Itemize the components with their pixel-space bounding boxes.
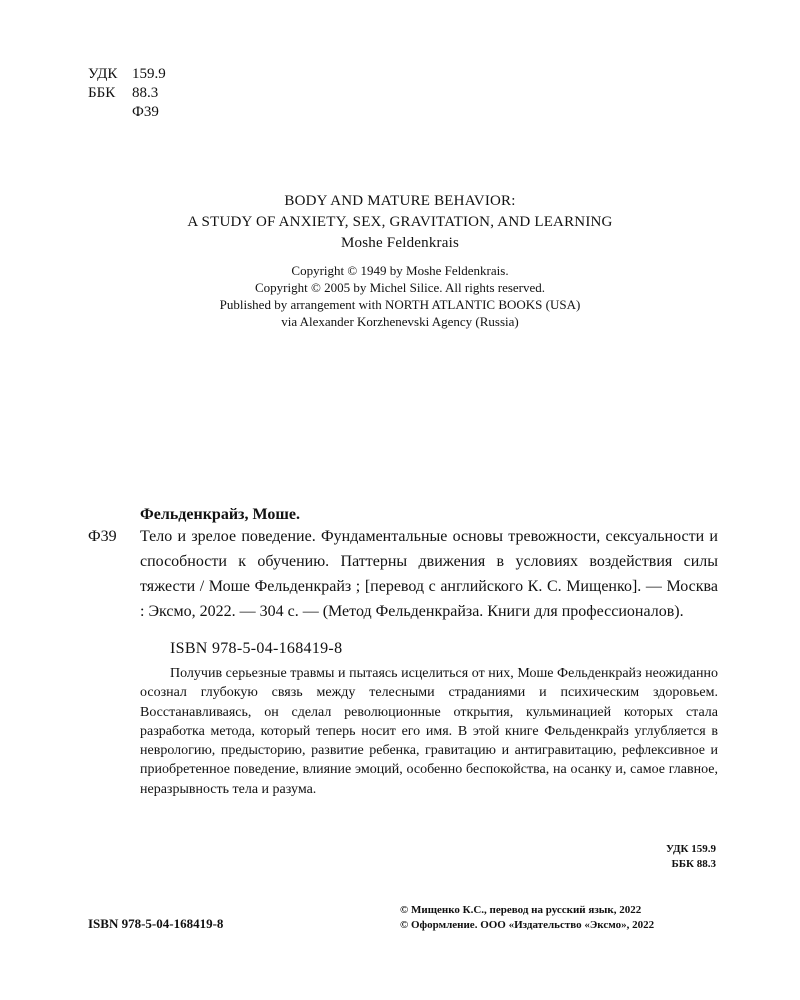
footer-codes	[666, 842, 716, 872]
annotation-text: Получив серьезные травмы и пытаясь исцелиться от них, Моше Фельденкрайз неожиданно осознал глубокую связь между телесными страданиями и психическим здоровьем. Восстанавливаясь, он сделал революционные открытия, кульминацией которых стала разработка метода, который теперь носит его имя. В этой книге Фельденкрайз углубляется в неврологию, предысторию, развитие ребенка, гравитацию и антигравитацию, рефлексивное и приобретенное поведение, влияние эмоций, особенно беспокойства, на осанку и, самое главное, неразрывность тела и разума.	[140, 666, 718, 797]
catalog-author-heading: Фельденкрайз, Моше.	[140, 506, 300, 523]
footer-bbk: ББК 88.3	[671, 858, 716, 870]
original-title-line-1: BODY AND MATURE BEHAVIOR:	[284, 193, 516, 209]
bbk-label: ББК	[88, 85, 116, 101]
original-author: Moshe Feldenkrais	[341, 235, 459, 251]
copyright-block	[0, 262, 800, 330]
udk-row	[88, 65, 166, 84]
author-code-top: Ф39	[132, 104, 159, 120]
footer-copy-design: © Оформление. ООО «Издательство «Эксмо», 2022	[400, 919, 655, 931]
catalog-author-code: Ф39	[88, 528, 117, 545]
bbk-row	[88, 84, 158, 103]
copyright-line-1: Copyright © 1949 by Moshe Feldenkrais.	[291, 263, 509, 278]
annotation-block	[140, 664, 718, 799]
bbk-value: 88.3	[132, 85, 159, 101]
original-title-line-2: A STUDY OF ANXIETY, SEX, GRAVITATION, AND LEARNING	[187, 214, 613, 230]
copyright-line-2: Copyright © 2005 by Michel Silice. All rights reserved.	[254, 280, 546, 295]
udk-label: УДК	[88, 66, 118, 82]
catalog-description-text: Тело и зрелое поведение. Фундаментальные основы тревожности, сексуальности и способности к обучению. Паттерны движения в условиях воздействия силы тяжести / Моше Фельденкрайз ; [перевод с английского К. С. Мищенко]. — Москва : Эксмо, 2022. — 304 с. — (Метод Фельденкрайза. Книги для профессионалов).	[140, 528, 718, 620]
footer-udk: УДК 159.9	[665, 843, 716, 855]
footer-copyrights	[400, 903, 654, 933]
footer-isbn: ISBN 978-5-04-168419-8	[88, 916, 224, 931]
copyright-line-4: via Alexander Korzhenevski Agency (Russia)	[281, 314, 519, 329]
udk-value: 159.9	[132, 66, 166, 82]
catalog-isbn: ISBN 978-5-04-168419-8	[170, 640, 343, 657]
footer-copy-translation: © Мищенко К.С., перевод на русский язык, 2022	[400, 904, 642, 916]
copyright-line-3: Published by arrangement with NORTH ATLANTIC BOOKS (USA)	[219, 297, 581, 312]
original-title-block	[0, 191, 800, 254]
catalog-description	[140, 524, 718, 624]
